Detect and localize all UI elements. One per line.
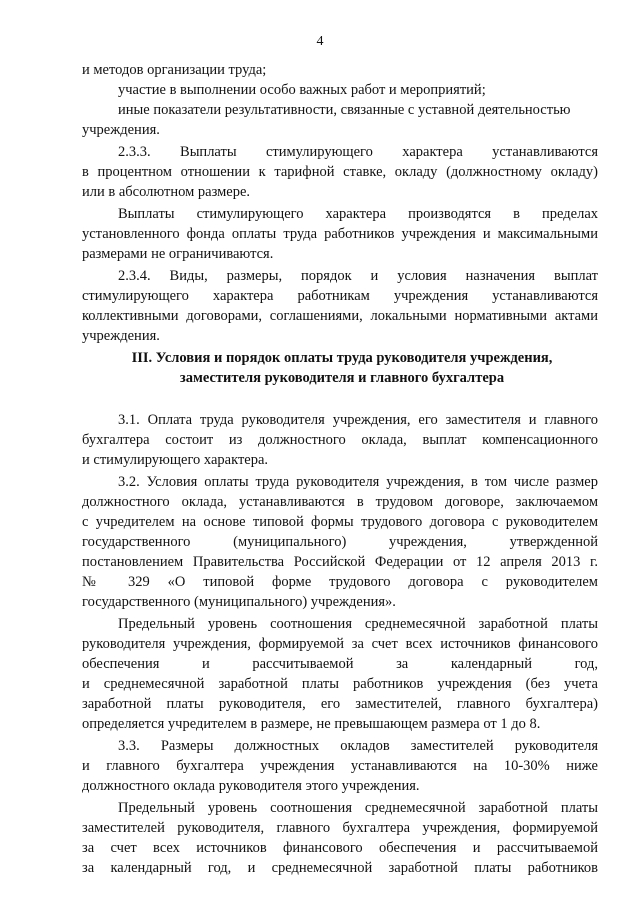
text-line: Предельный уровень соотношения среднемесячной заработной платы [118,616,598,632]
text-line: размерами не ограничиваются. [82,246,274,262]
text-line: 3.1. Оплата труда руководителя учреждения, его заместителя и главного [118,412,598,428]
text-line: должностного оклада, устанавливаются в трудовом договоре, заключаемом [82,494,598,510]
section-heading-line-2: заместителя руководителя и главного бухгалтера [179,370,505,386]
text-line: государственного (муниципального) учреждения». [82,594,396,610]
text-line: и главного бухгалтера учреждения устанавливаются на 10-30% ниже [82,758,598,774]
text-line: Предельный уровень соотношения среднемесячной заработной платы [118,800,598,816]
text-line: Выплаты стимулирующего характера производятся в пределах [118,206,598,222]
text-line: должностного оклада руководителя этого учреждения. [82,778,420,794]
text-line: № 329 «О типовой форме трудового договора с руководителем [82,574,598,590]
text-line: государственного (муниципального) учреждения, утвержденной [82,534,598,550]
text-line: коллективными договорами, соглашениями, локальными нормативными актами [82,308,598,324]
text-line: определяется учредителем в размере, не превышающем размера от 1 до 8. [82,716,541,732]
text-line: обеспечения и рассчитываемой за календарный год, [82,656,598,672]
page-number: 4 [316,34,324,49]
text-line: заместителей руководителя, главного бухгалтера учреждения, формируемой [82,820,598,836]
text-line: постановлением Правительства Российской Федерации от 12 апреля 2013 г. [82,554,598,570]
text-line: установленного фонда оплаты труда работников учреждения и максимальными [82,226,598,242]
text-line: 3.2. Условия оплаты труда руководителя учреждения, в том числе размер [118,474,598,490]
text-line: иные показатели результативности, связанные с уставной деятельностью [118,102,571,118]
text-line: в процентном отношении к тарифной ставке, окладу (должностному окладу) [82,164,598,180]
text-line: стимулирующего характера работникам учреждения устанавливаются [82,288,598,304]
section-heading-line-1: III. Условия и порядок оплаты труда руководителя учреждения, [131,350,553,366]
text-line: и стимулирующего характера. [82,452,269,468]
text-line: и методов организации труда; [82,62,267,78]
text-line: руководителя учреждения, формируемой за счет всех источников финансового [82,636,598,652]
text-line: с учредителем на основе типовой формы трудового договора с руководителем [82,514,598,530]
text-line: или в абсолютном размере. [82,184,251,200]
text-line: заработной платы руководителя, его заместителей, главного бухгалтера) [82,696,598,712]
text-line: 3.3. Размеры должностных окладов заместителей руководителя [118,738,598,754]
text-line: 2.3.3. Выплаты стимулирующего характера устанавливаются [118,144,598,160]
text-line: учреждения. [82,122,160,138]
text-line: и среднемесячной заработной платы работников учреждения (без учета [82,676,598,692]
text-line: 2.3.4. Виды, размеры, порядок и условия назначения выплат [118,268,598,284]
text-line: за календарный год, и среднемесячной заработной платы работников [82,860,598,876]
text-line: участие в выполнении особо важных работ и мероприятий; [118,82,486,98]
text-line: за счет всех источников финансового обеспечения и рассчитываемой [82,840,598,856]
text-line: бухгалтера состоит из должностного оклада, выплат компенсационного [82,432,598,448]
text-line: учреждения. [82,328,160,344]
